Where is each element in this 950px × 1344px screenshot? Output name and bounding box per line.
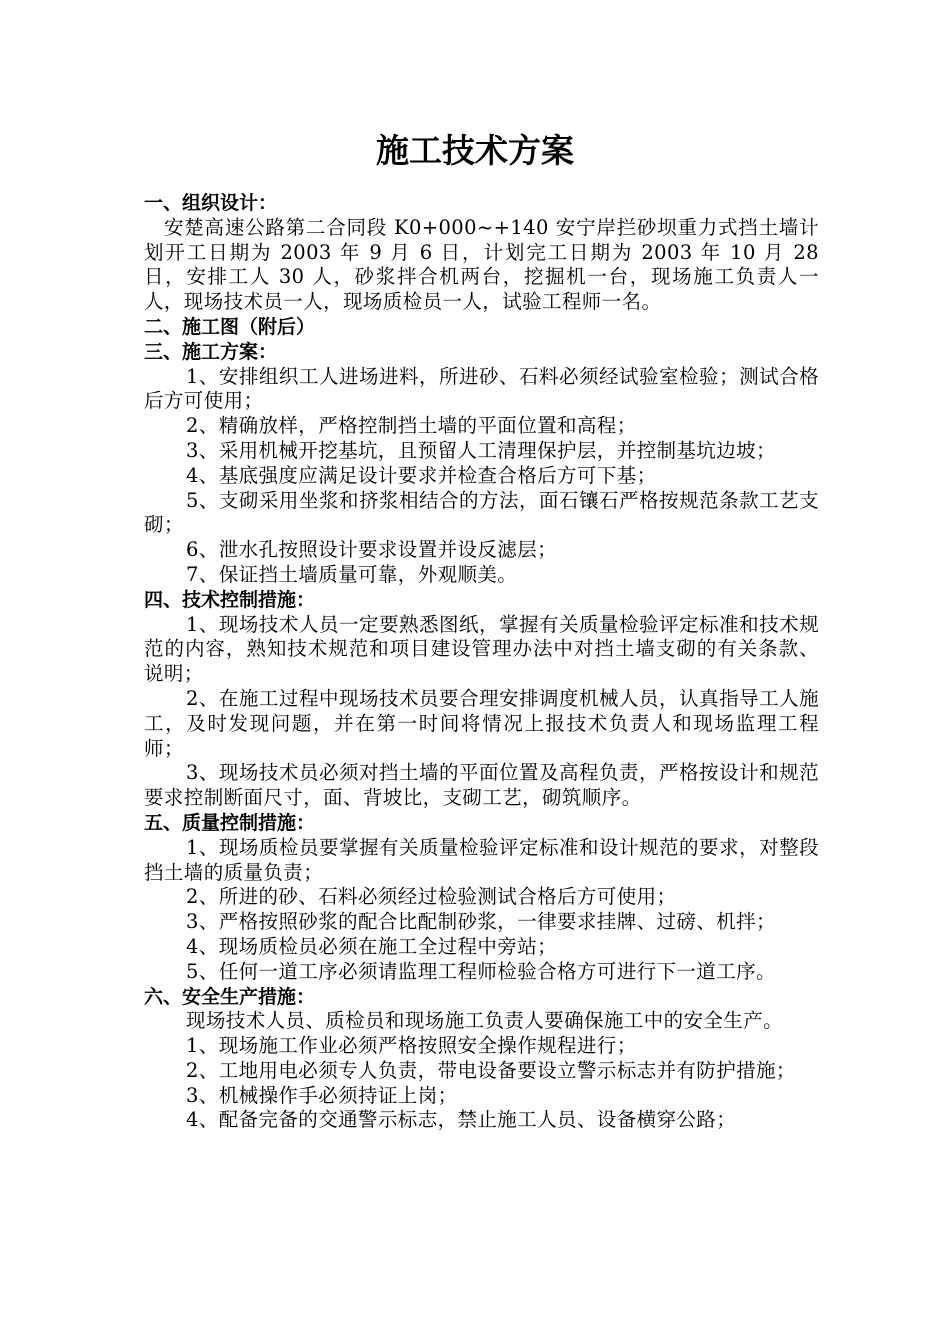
paragraph: 3、采用机械开挖基坑，且预留人工清理保护层，并控制基坑边坡；	[186, 438, 776, 462]
paragraph: 4、基底强度应满足设计要求并检查合格后方可下基；	[186, 463, 657, 487]
paragraph: 1、安排组织工人进场进料，所进砂、石料必须经试验室检验；测试合格后方可使用；	[144, 364, 819, 413]
document-body	[144, 191, 819, 1133]
paragraph: 3、严格按照砂浆的配合比配制砂浆，一律要求挂牌、过磅、机拌；	[186, 910, 776, 934]
section-heading: 二、施工图（附后）	[144, 315, 316, 338]
paragraph: 安楚高速公路第二合同段 K0+000~+140 安宁岸拦砂坝重力式挡土墙计划开工日期为 2003 年 9 月 6 日，计划完工日期为 2003 年 10 月 28 日，安排工人 30 人，砂浆拌合机两台，挖掘机一台，现场施工负责人一人，现场技术员一人，现场质检员一人，试验工程师一名。	[144, 215, 819, 314]
paragraph: 3、机械操作手必须持证上岗；	[186, 1083, 458, 1107]
paragraph: 1、现场技术人员一定要熟悉图纸，掌握有关质量检验评定标准和技术规范的内容，熟知技术规范和项目建设管理办法中对挡土墙支砌的有关条款、说明；	[144, 612, 819, 686]
section-heading: 四、技术控制措施：	[144, 588, 316, 611]
paragraph: 5、支砌采用坐浆和挤浆相结合的方法，面石镶石严格按规范条款工艺支砌；	[144, 488, 819, 537]
document-title: 施工技术方案	[376, 131, 574, 170]
section-heading: 一、组织设计：	[144, 192, 278, 214]
paragraph: 2、精确放样，严格控制挡土墙的平面位置和高程；	[186, 414, 637, 438]
section-heading: 五、质量控制措施：	[144, 811, 316, 834]
paragraph: 6、泄水孔按照设计要求设置并设反滤层；	[186, 538, 558, 562]
paragraph: 1、现场质检员要掌握有关质量检验评定标准和设计规范的要求，对整段挡土墙的质量负责；	[144, 835, 819, 884]
paragraph: 1、现场施工作业必须严格按照安全操作规程进行；	[186, 1034, 637, 1058]
paragraph: 2、所进的砂、石料必须经过检验测试合格后方可使用；	[186, 885, 677, 909]
paragraph: 2、在施工过程中现场技术员要合理安排调度机械人员，认真指导工人施工，及时发现问题，并在第一时间将情况上报技术负责人和现场监理工程师；	[144, 686, 819, 760]
paragraph: 现场技术人员、质检员和现场施工负责人要确保施工中的安全生产。	[186, 1009, 784, 1033]
paragraph: 4、配备完备的交通警示标志，禁止施工人员、设备横穿公路；	[186, 1108, 737, 1132]
section-heading: 六、安全生产措施：	[144, 985, 316, 1008]
paragraph: 7、保证挡土墙质量可靠，外观顺美。	[186, 562, 518, 586]
paragraph: 2、工地用电必须专人负责，带电设备要设立警示标志并有防护措施；	[186, 1058, 796, 1082]
paragraph: 3、现场技术员必须对挡土墙的平面位置及高程负责，严格按设计和规范要求控制断面尺寸，面、背坡比，支砌工艺，砌筑顺序。	[144, 761, 819, 810]
paragraph: 4、现场质检员必须在施工全过程中旁站；	[186, 934, 558, 958]
paragraph: 5、任何一道工序必须请监理工程师检验合格方可进行下一道工序。	[186, 959, 776, 983]
section-heading: 三、施工方案：	[144, 340, 278, 363]
